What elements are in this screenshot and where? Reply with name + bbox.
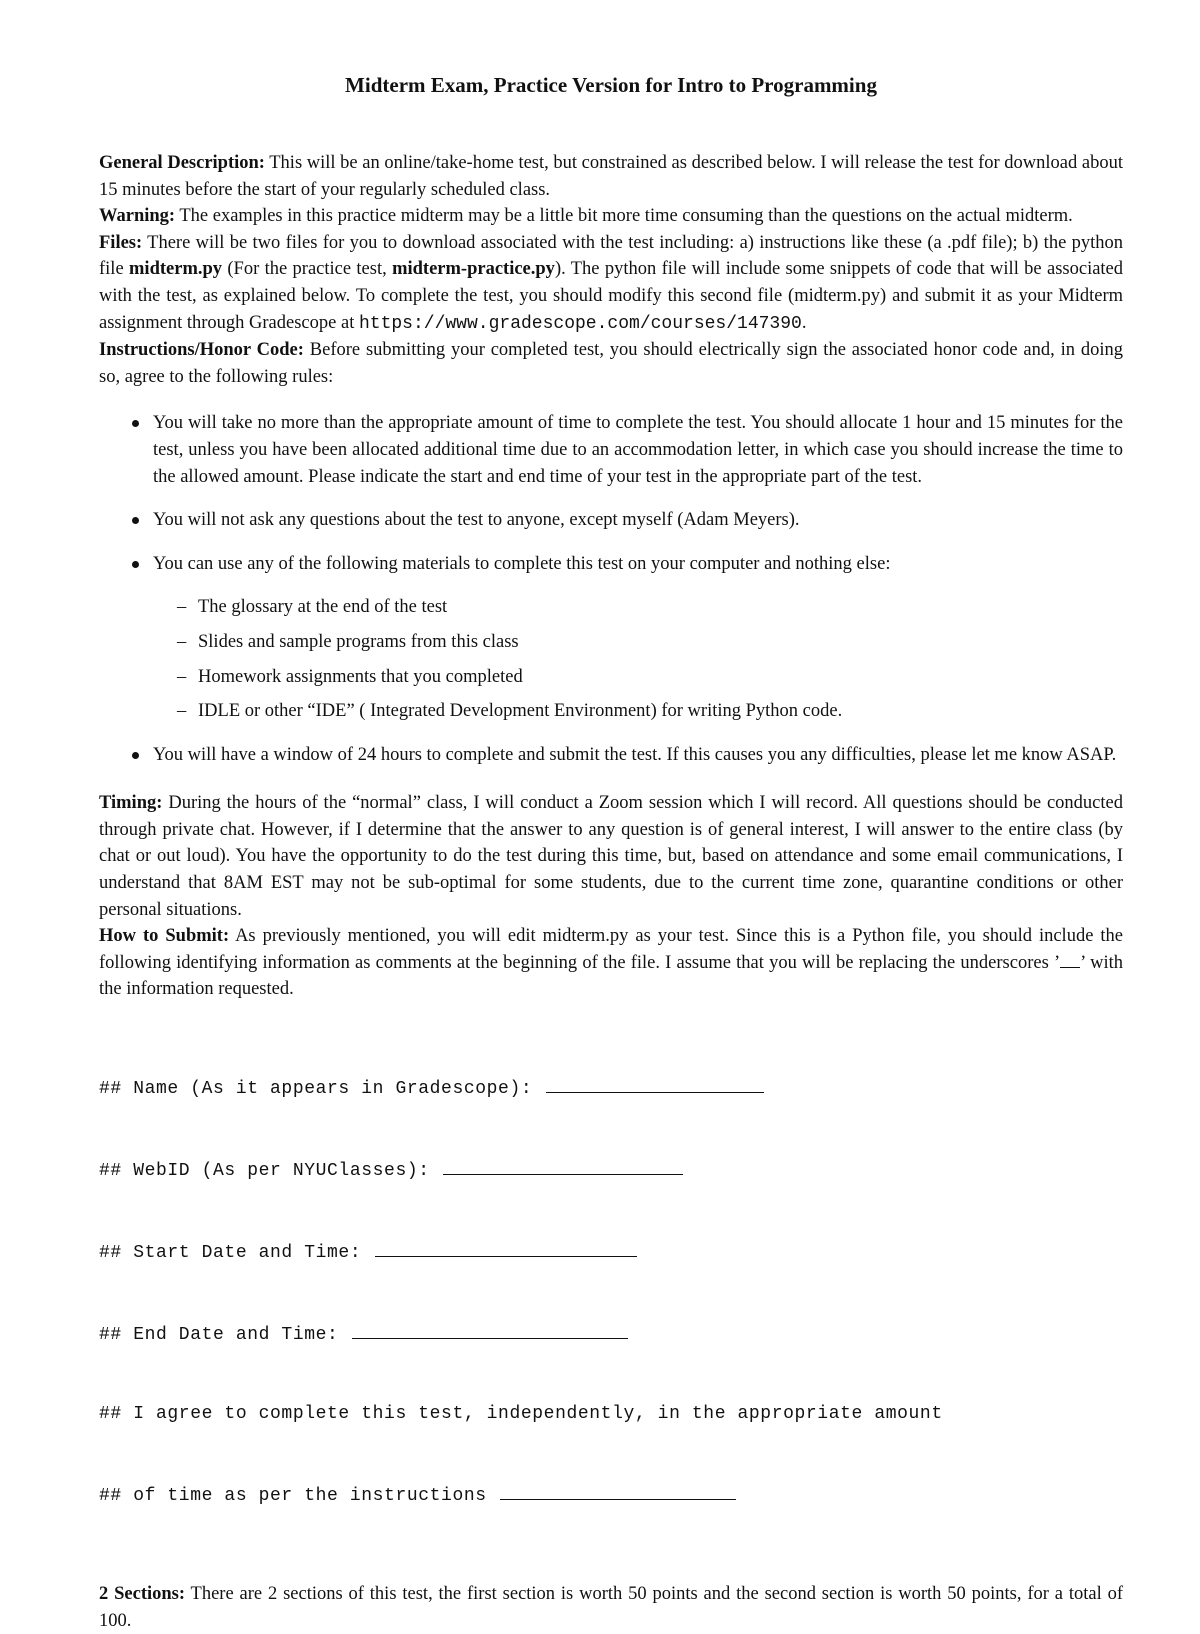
honor-code-text: Before submitting your completed test, you should electrically sign the associated honor code and, in doing so, agree to the following rules: (99, 340, 1123, 387)
code-name-text: ## Name (As it appears in Gradescope): (99, 1079, 533, 1100)
rules-list (99, 410, 1123, 768)
timing-label: Timing: (99, 793, 163, 814)
end-time-blank[interactable] (352, 1320, 628, 1339)
code-line-name (99, 1074, 1123, 1103)
warning-paragraph (99, 203, 1123, 230)
material-item: – IDLE or other “IDE” ( Integrated Development Environment) for writing Python code. (153, 698, 1123, 725)
code-webid-text: ## WebID (As per NYUClasses): (99, 1161, 430, 1181)
honor-code-paragraph (99, 337, 1123, 390)
code-end-text: ## End Date and Time: (99, 1324, 339, 1345)
how-to-submit-text-1: As previously mentioned, you will edit midterm.py as your test. Since this is a Python file, you should include the following identifying information as comments at the beginning of the file. I assume that you will be replacing the underscores ’ (99, 926, 1123, 973)
rule-time-window: You will have a window of 24 hours to complete and submit the test. If this causes you any difficulties, please let me know ASAP. (99, 742, 1123, 769)
code-line-end (99, 1320, 1123, 1349)
practice-file-name: midterm-practice.py (392, 259, 555, 280)
material-item: – Slides and sample programs from this class (153, 629, 1123, 656)
general-description-text: This will be an online/take-home test, but constrained as described below. I will release the test for download about 15 minutes before the start of your regularly scheduled class. (99, 153, 1123, 200)
start-time-blank[interactable] (375, 1238, 637, 1257)
files-text-1: There will be two files for you to download associated with the test including: a) instructions like these (a .pdf file); b) the python file (99, 232, 1123, 280)
warning-label: Warning: (99, 206, 176, 227)
general-description-paragraph (99, 150, 1123, 203)
rule-allowed-materials (99, 551, 1123, 725)
sections-text: There are 2 sections of this test, the first section is worth 50 points and the second section is worth 50 points, for a total of 100. (99, 1583, 1123, 1631)
identification-code-block (99, 1021, 1123, 1563)
code-agree-text: ## of time as per the instructions (99, 1486, 487, 1507)
files-paragraph (99, 230, 1123, 337)
code-line-agree-2 (99, 1481, 1123, 1510)
how-to-submit-text-2: ’ with the information requested. (99, 952, 1123, 1000)
webid-blank[interactable] (443, 1156, 683, 1175)
agreement-blank[interactable] (500, 1481, 736, 1500)
files-text-3: ). The python file will include some snippets of code that will be associated with the test, as explained below. To complete the test, you should modify this second file (midterm.py) and submit it as your Midterm assignment through Gradescope at (99, 259, 1124, 333)
warning-text: The examples in this practice midterm may be a little bit more time consuming than the questions on the actual midterm. (175, 206, 1073, 227)
page-title: Midterm Exam, Practice Version for Intro to Programming (345, 73, 877, 97)
exam-document (99, 70, 1123, 1634)
sections-label: 2 Sections: (99, 1583, 186, 1604)
files-text-4: . (801, 312, 807, 333)
timing-text: During the hours of the “normal” class, I will conduct a Zoom session which I will record. All questions should be conducted through private chat. However, if I determine that the answer to any question is of general interest, I will answer to the entire class (by chat or out loud). You have the opportunity to do the test during this time, but, based on attendance and some email communications, I understand that 8AM EST may not be sub-optimal for some students, due to the current time zone, quarantine conditions or other personal situations. (99, 793, 1123, 920)
timing-paragraph (99, 790, 1123, 923)
rule-time-limit: You will take no more than the appropriate amount of time to complete the test. You should allocate 1 hour and 15 minutes for the test, unless you have been allocated additional time due to an accommodation letter, in which case you should increase the time to the allowed amount. Please indicate the start and end time of your test in the appropriate part of the test. (99, 410, 1123, 490)
files-label: Files: (99, 232, 143, 253)
rule-allowed-materials-text: You can use any of the following materials to complete this test on your computer and nothing else: (153, 553, 891, 574)
material-item: – The glossary at the end of the test (153, 594, 1123, 621)
general-description-label: General Description: (99, 153, 265, 173)
gradescope-url[interactable]: https://www.gradescope.com/courses/147390 (358, 313, 802, 334)
how-to-submit-paragraph (99, 923, 1123, 1003)
files-text-2: (For the practice test, (222, 259, 393, 280)
code-line-agree: ## I agree to complete this test, independently, in the appropriate amount (99, 1404, 943, 1425)
code-line-start (99, 1238, 1123, 1267)
name-blank[interactable] (546, 1074, 764, 1093)
honor-code-label: Instructions/Honor Code: (99, 340, 304, 361)
sections-paragraph (99, 1581, 1123, 1634)
material-item: – Homework assignments that you completed (153, 664, 1123, 691)
midterm-file-name: midterm.py (129, 259, 223, 280)
underscore-sample (1060, 951, 1080, 968)
rule-no-questions: You will not ask any questions about the test to anyone, except myself (Adam Meyers). (99, 507, 1123, 534)
how-to-submit-label: How to Submit: (99, 926, 230, 947)
materials-list (153, 594, 1123, 724)
code-line-webid (99, 1156, 1123, 1185)
code-start-text: ## Start Date and Time: (99, 1242, 362, 1263)
